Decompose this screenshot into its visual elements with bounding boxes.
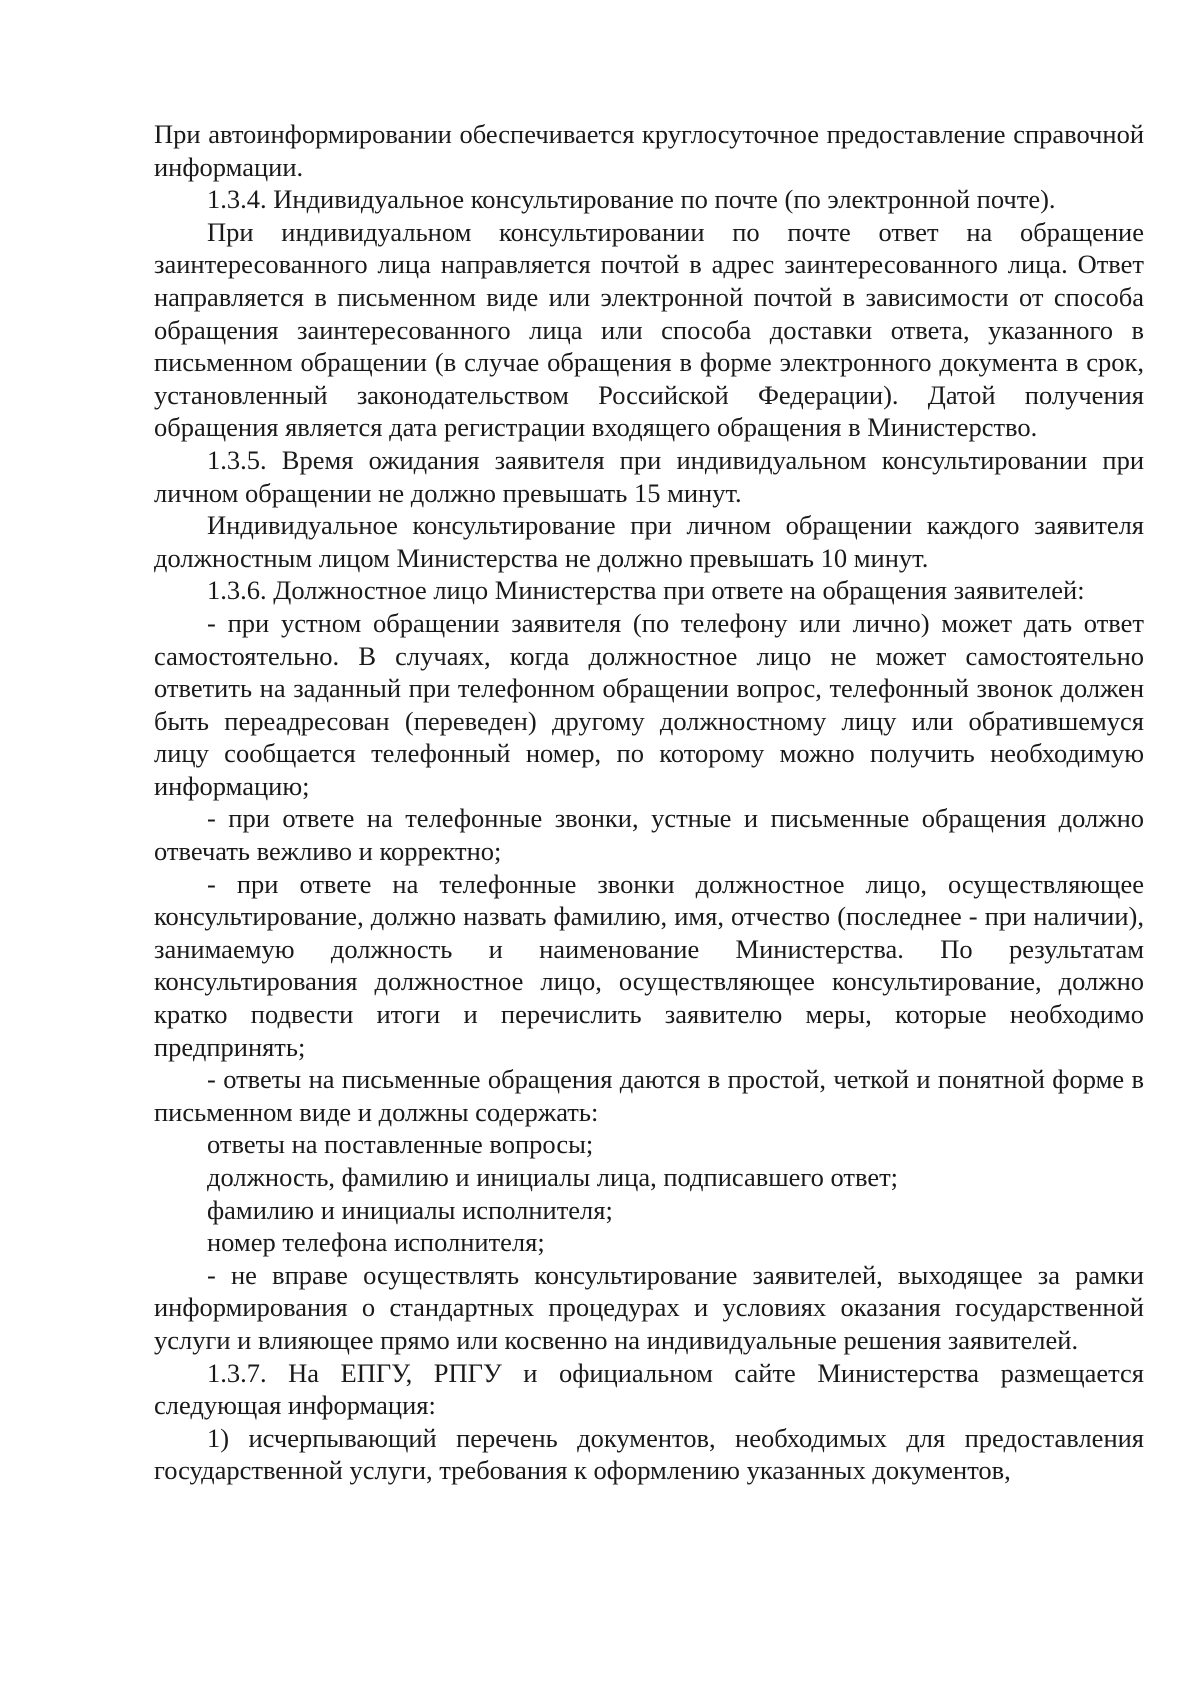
paragraph-1-3-7-heading: 1.3.7. На ЕПГУ, РПГУ и официальном сайте Министерства размещается следующая информация: xyxy=(154,1357,1144,1421)
document-body xyxy=(154,118,1144,1487)
paragraph-individual-consulting-time: Индивидуальное консультирование при личном обращении каждого заявителя должностным лицом Министерства не должно превышать 10 минут. xyxy=(154,510,1144,573)
paragraph-autoinforming: При автоинформировании обеспечивается круглосуточное предоставление справочной информации. xyxy=(154,119,1144,182)
paragraph-polite-answer: - при ответе на телефонные звонки, устные и письменные обращения должно отвечать вежливо и корректно; xyxy=(154,803,1144,867)
paragraph-1-3-5: 1.3.5. Время ожидания заявителя при индивидуальном консультировании при личном обращении не должно превышать 15 минут. xyxy=(154,444,1144,508)
paragraph-not-entitled: - не вправе осуществлять консультирование заявителей, выходящее за рамки информирования о стандартных процедурах и условиях оказания государственной услуги и влияющее прямо или косвенно на индивидуальные решения заявителей. xyxy=(154,1259,1144,1355)
list-item-position: должность, фамилию и инициалы лица, подписавшего ответ; xyxy=(207,1162,899,1192)
paragraph-documents-list: 1) исчерпывающий перечень документов, необходимых для предоставления государственной услуги, требования к оформлению указанных документов, xyxy=(154,1422,1144,1486)
list-item-executor-name: фамилию и инициалы исполнителя; xyxy=(207,1194,613,1225)
paragraph-written-answers: - ответы на письменные обращения даются в простой, четкой и понятной форме в письменном виде и должны содержать: xyxy=(154,1064,1144,1127)
paragraph-1-3-4-heading: 1.3.4. Индивидуальное консультирование по почте (по электронной почте). xyxy=(207,184,1056,215)
paragraph-phone-answer: - при ответе на телефонные звонки должностное лицо, осуществляющее консультирование, должно назвать фамилию, имя, отчество (последнее - при наличии), занимаемую должность и наименование Министерства. По результатам консультирования должностное лицо, осуществляющее консультирование, должно кратко подвести итоги и перечислить заявителю меры, которые необходимо предпринять; xyxy=(154,868,1144,1062)
paragraph-oral-request: - при устном обращении заявителя (по телефону или лично) может дать ответ самостоятельно. В случаях, когда должностное лицо не может самостоятельно ответить на заданный при телефонном обращении вопрос, телефонный звонок должен быть переадресован (переведен) другому должностному лицу или обратившемуся лицу сообщается телефонный номер, по которому можно получить необходимую информацию; xyxy=(154,607,1144,801)
list-item-executor-phone: номер телефона исполнителя; xyxy=(207,1227,545,1258)
paragraph-1-3-6-heading: 1.3.6. Должностное лицо Министерства при ответе на обращения заявителей: xyxy=(207,575,1085,606)
list-item-answers: ответы на поставленные вопросы; xyxy=(207,1129,594,1160)
paragraph-mail-consulting: При индивидуальном консультировании по почте ответ на обращение заинтересованного лица направляется почтой в адрес заинтересованного лица. Ответ направляется в письменном виде или электронной почтой в зависимости от способа обращения заинтересованного лица или способа доставки ответа, указанного в письменном обращении (в случае обращения в форме электронного документа в срок, установленный законодательством Российской Федерации). Датой получения обращения является дата регистрации входящего обращения в Министерство. xyxy=(154,216,1144,443)
